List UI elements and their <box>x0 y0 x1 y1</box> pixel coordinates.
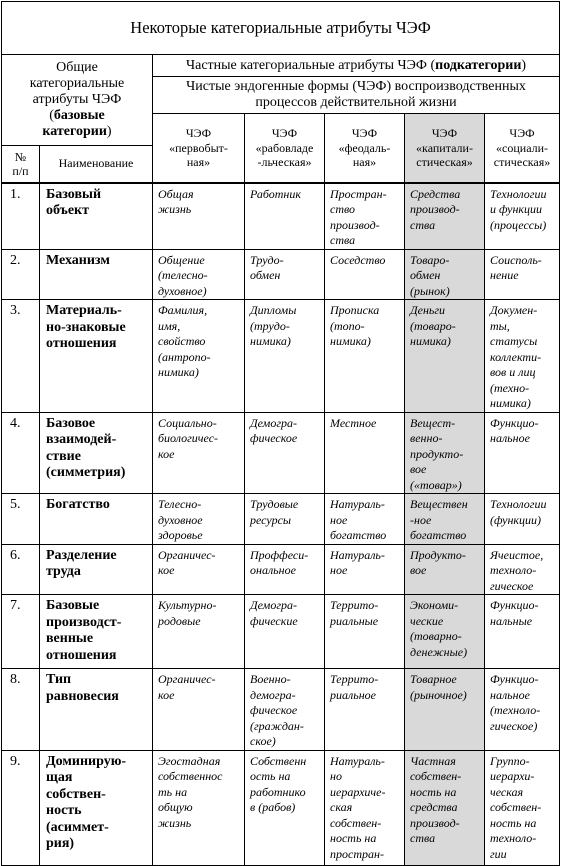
cell: Деньги (товаро- нимика) <box>405 300 485 413</box>
cell: Вещест- венно- продукто- вое («товар») <box>405 412 485 494</box>
column-header-socialist: ЧЭФ «социали- стическая» <box>485 114 560 183</box>
table-row <box>2 544 560 595</box>
cell: Технологии (функции) <box>485 494 560 545</box>
cell: Эгостадная собственнос ть на общую жизнь <box>153 750 245 865</box>
private-attributes-header: Частные категориальные атрибуты ЧЭФ (подкатегории) <box>153 55 560 77</box>
column-header-feudal: ЧЭФ «феодаль- ная» <box>325 114 405 183</box>
cell: Экономи- ческие (товарно- денежные) <box>405 595 485 669</box>
table-row <box>2 669 560 751</box>
cell: Проффеси- ональное <box>245 544 325 595</box>
cell: Натураль- но иерархиче- ская собствен- ность на простран- <box>325 750 405 865</box>
cell: Демогра- фические <box>245 595 325 669</box>
cell: Функцио- нальное <box>485 412 560 494</box>
attributes-table <box>1 1 560 866</box>
cell: Продукто- вое <box>405 544 485 595</box>
table-row <box>2 412 560 494</box>
table-row <box>2 750 560 865</box>
cell: Общение (телесно- духовное) <box>153 249 245 300</box>
row-name: Тип равновесия <box>40 669 153 751</box>
name-header: Наименование <box>40 146 153 183</box>
row-name: Разделение труда <box>40 544 153 595</box>
row-number: 1. <box>2 183 40 250</box>
cell: Ячеистое, техноло- гическое <box>485 544 560 595</box>
table-row <box>2 249 560 300</box>
cell: Докумен- ты, статусы коллекти- вов и лиц (техно- нимика) <box>485 300 560 413</box>
number-header: № п/п <box>2 146 40 183</box>
cell: Функцио- нальные <box>485 595 560 669</box>
row-number: 7. <box>2 595 40 669</box>
row-name: Механизм <box>40 249 153 300</box>
row-name: Материаль- но-знаковые отношения <box>40 300 153 413</box>
cell: Террито- риальные <box>325 595 405 669</box>
cell: Органичес- кое <box>153 544 245 595</box>
cell: Дипломы (трудо- нимика) <box>245 300 325 413</box>
cell: Функцио- нальное (техноло- гическое) <box>485 669 560 751</box>
cell: Собственн ость на работнико в (рабов) <box>245 750 325 865</box>
row-number: 8. <box>2 669 40 751</box>
cell: Местное <box>325 412 405 494</box>
row-number: 2. <box>2 249 40 300</box>
cell: Трудо- обмен <box>245 249 325 300</box>
table-row <box>2 595 560 669</box>
cell: Трудовые ресурсы <box>245 494 325 545</box>
cell: Демогра- фическое <box>245 412 325 494</box>
cell: Работник <box>245 183 325 250</box>
cell: Натураль- ное <box>325 544 405 595</box>
general-attributes-header: Общие категориальные атрибуты ЧЭФ (базовые категории) <box>2 55 153 146</box>
cell: Прописка (топо- нимика) <box>325 300 405 413</box>
cell: Соседство <box>325 249 405 300</box>
cell: Телесно- духовное здоровье <box>153 494 245 545</box>
cell: Военно- демогра- фическое (граждан- ское) <box>245 669 325 751</box>
cell: Группо- иерархи- ческая собствен- ность на техноло- гии <box>485 750 560 865</box>
row-name: Базовые производст- венные отношения <box>40 595 153 669</box>
cell: Технологии и функции (процессы) <box>485 183 560 250</box>
cell: Органичес- кое <box>153 669 245 751</box>
row-number: 3. <box>2 300 40 413</box>
cell: Товарное (рыночное) <box>405 669 485 751</box>
row-number: 5. <box>2 494 40 545</box>
cell: Натураль- ное богатство <box>325 494 405 545</box>
row-name: Доминирую- щая собствен- ность (асиммет- рия) <box>40 750 153 865</box>
cell: Соисполь- нение <box>485 249 560 300</box>
column-header-slave: ЧЭФ «рабовладе -льческая» <box>245 114 325 183</box>
row-name: Базовый объект <box>40 183 153 250</box>
table-row <box>2 183 560 250</box>
cell: Средства производ- ства <box>405 183 485 250</box>
column-header-capitalist: ЧЭФ «капитали- стическая» <box>405 114 485 183</box>
forms-header: Чистые эндогенные формы (ЧЭФ) воспроизводственных процессов действительной жизни <box>153 77 560 114</box>
cell: Террито- риальное <box>325 669 405 751</box>
table-row <box>2 494 560 545</box>
cell: Простран- ство производ- ства <box>325 183 405 250</box>
cell: Частная собствен- ность на средства производ- ства <box>405 750 485 865</box>
cell: Общая жизнь <box>153 183 245 250</box>
cell: Веществен -ное богатство <box>405 494 485 545</box>
table-row <box>2 300 560 413</box>
table-title: Некоторые категориальные атрибуты ЧЭФ <box>2 2 560 55</box>
row-number: 9. <box>2 750 40 865</box>
row-number: 4. <box>2 412 40 494</box>
cell: Товаро- обмен (рынок) <box>405 249 485 300</box>
row-name: Богатство <box>40 494 153 545</box>
column-header-primitive: ЧЭФ «первобыт- ная» <box>153 114 245 183</box>
row-number: 6. <box>2 544 40 595</box>
cell: Культурно- родовые <box>153 595 245 669</box>
cell: Фамилия, имя, свойство (антропо- нимика) <box>153 300 245 413</box>
row-name: Базовое взаимодей- ствие (симметрия) <box>40 412 153 494</box>
cell: Социально- биологичес- кое <box>153 412 245 494</box>
